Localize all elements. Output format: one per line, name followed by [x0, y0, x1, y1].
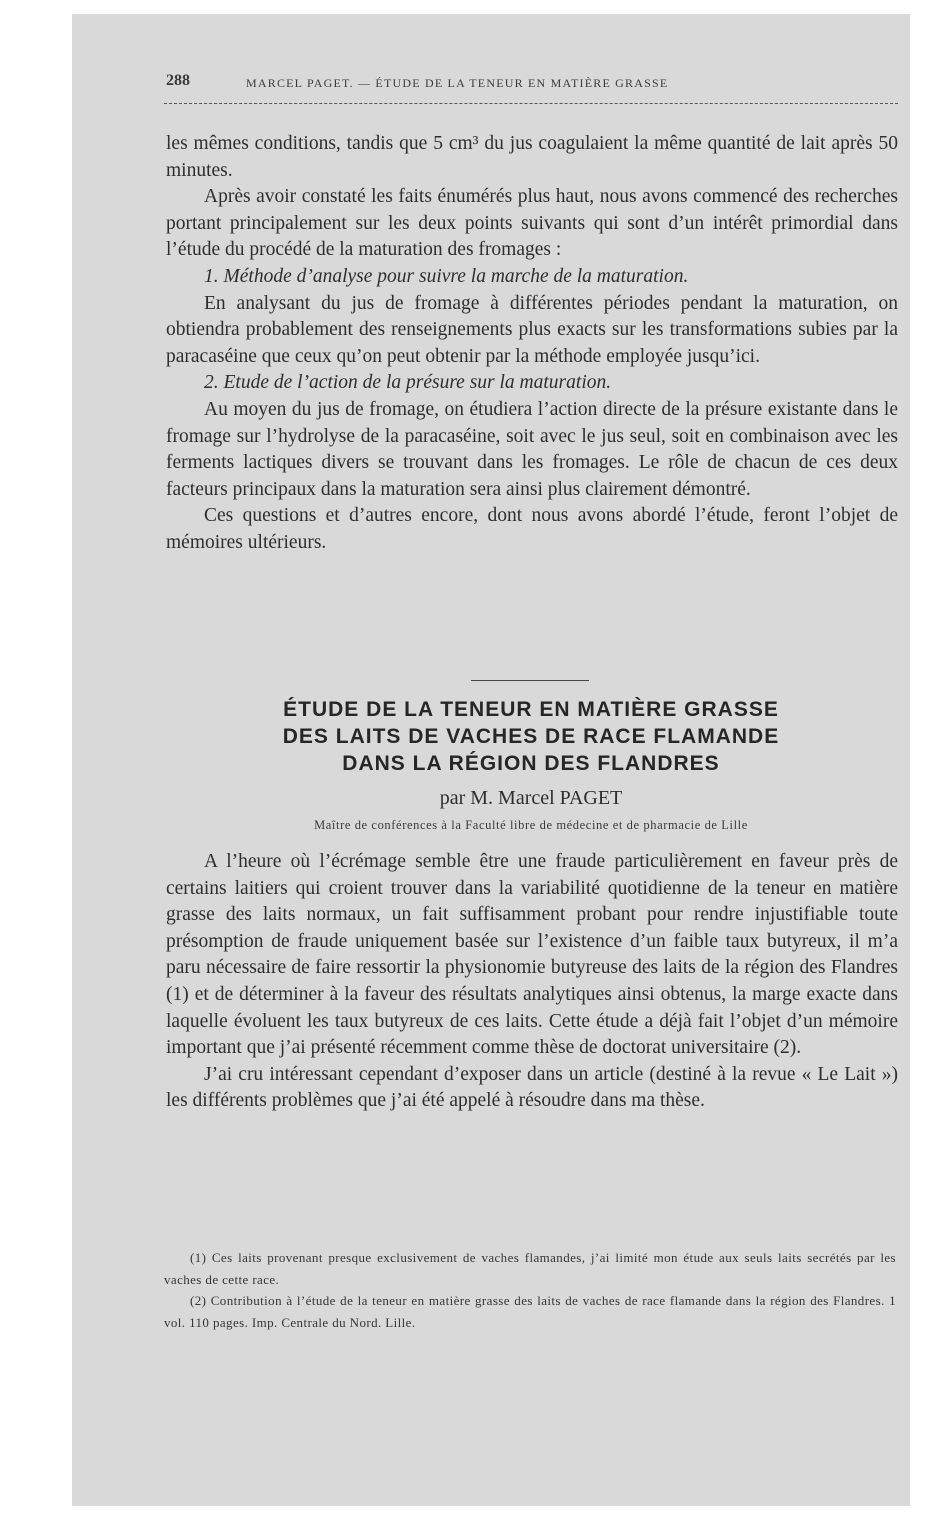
numbered-heading: 2. Etude de l’action de la présure sur la maturation. — [204, 372, 612, 394]
previous-article-text — [166, 131, 898, 557]
title-line: ÉTUDE DE LA TENEUR EN MATIÈRE GRASSE — [283, 698, 779, 721]
running-title: MARCEL PAGET. — ÉTUDE DE LA TENEUR EN MATIÈRE GRASSE — [246, 76, 669, 90]
header-rule — [164, 103, 898, 104]
footnote: (1) Ces laits provenant presque exclusivement de vaches flamandes, j’ai limité mon étude aux seuls laits secrétés par les vaches de cette race. — [164, 1250, 896, 1287]
section-divider — [471, 680, 589, 681]
numbered-heading: 1. Méthode d’analyse pour suivre la marche de la maturation. — [204, 265, 689, 287]
paragraph: les mêmes conditions, tandis que 5 cm³ du jus coagulaient la même quantité de lait après 50 minutes. — [166, 133, 898, 181]
title-line: DES LAITS DE VACHES DE RACE FLAMANDE — [282, 725, 780, 748]
footnote: (2) Contribution à l’étude de la teneur en matière grasse des laits de vaches de race flamande dans la région des Flandres. 1 vol. 110 pages. Imp. Centrale du Nord. Lille. — [164, 1293, 896, 1330]
title-line: DANS LA RÉGION DES FLANDRES — [342, 752, 720, 775]
paragraph: En analysant du jus de fromage à différentes périodes pendant la maturation, on obtiendra probablement des renseignements plus exacts sur les transformations subies par la paracaséine que ceux qu’on peut obtenir par la méthode employée jusqu’ici. — [166, 292, 898, 367]
article-body — [166, 849, 898, 1115]
article-title — [164, 696, 898, 777]
footnotes — [164, 1247, 896, 1333]
author-affiliation: Maître de conférences à la Faculté libre de médecine et de pharmacie de Lille — [314, 818, 748, 832]
page-number: 288 — [166, 72, 190, 89]
author-byline: par M. Marcel PAGET — [439, 787, 623, 809]
paragraph: Après avoir constaté les faits énumérés plus haut, nous avons commencé des recherches portant principalement sur les deux points suivants qui sont d’un intérêt primordial dans l’étude du procédé de la maturation des fromages : — [166, 186, 898, 261]
paragraph: A l’heure où l’écrémage semble être une fraude particulièrement en faveur près de certains laitiers qui croient trouver dans la variabilité quotidienne de la teneur en matière grasse des laits normaux, un fait suffisamment probant pour rendre injustifiable toute présomption de fraude uniquement basée sur l’existence d’un faible taux butyreux, il m’a paru nécessaire de faire ressortir la physionomie butyreuse des laits de la région des Flandres (1) et de déterminer à la faveur des résultats analytiques ainsi obtenus, la marge exacte dans laquelle évoluent les taux butyreux de ces laits. Cette étude a déjà fait l’objet d’un mémoire important que j’ai présenté récemment comme thèse de doctorat universitaire (2). — [166, 851, 898, 1059]
paragraph: Ces questions et d’autres encore, dont nous avons abordé l’étude, feront l’objet de mémoires ultérieurs. — [166, 505, 898, 553]
paragraph: Au moyen du jus de fromage, on étudiera l’action directe de la présure existante dans le fromage sur l’hydrolyse de la paracaséine, soit avec le jus seul, soit en combinaison avec les ferments lactiques divers se trouvant dans les fromages. Le rôle de chacun de ces deux facteurs principaux dans la maturation sera ainsi plus clairement démontré. — [166, 398, 898, 500]
paragraph: J’ai cru intéressant cependant d’exposer dans un article (destiné à la revue « Le Lait ») les différents problèmes que j’ai été appelé à résoudre dans ma thèse. — [166, 1063, 898, 1112]
running-header — [164, 72, 896, 94]
